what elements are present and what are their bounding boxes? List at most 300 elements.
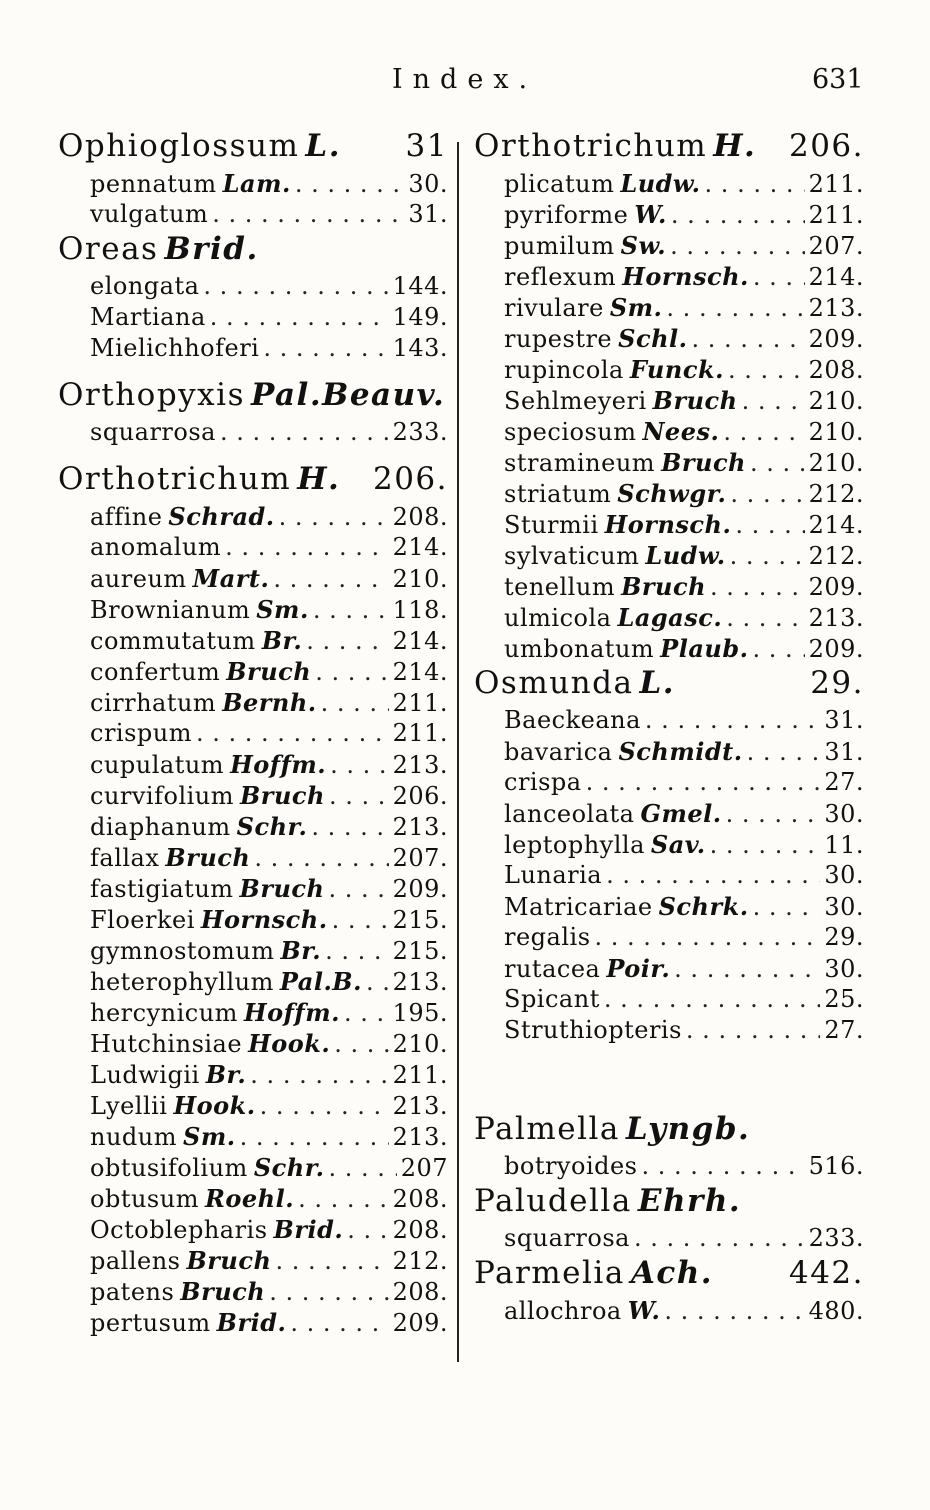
entry-author: Schrad.: [168, 502, 275, 531]
species-entry: [58, 719, 448, 750]
species-entry: [58, 1029, 448, 1060]
entry-page: 209.: [808, 573, 864, 601]
entry-author: Ach.: [630, 1255, 714, 1291]
species-entry: [474, 510, 864, 541]
entry-author: Ludw.: [645, 541, 726, 570]
species-entry: [58, 812, 448, 843]
species-entry: [58, 874, 448, 905]
entry-name: crispum: [90, 719, 192, 747]
entry-page: 214.: [392, 627, 448, 655]
species-entry: [474, 572, 864, 603]
entry-page: 30.: [408, 170, 448, 198]
entry-name: squarrosa: [504, 1224, 630, 1252]
entry-author: Lyngb.: [625, 1111, 751, 1147]
entry-name: Parmelia: [474, 1255, 625, 1291]
entry-page: 29.: [824, 923, 864, 951]
entry-name: pennatum: [90, 170, 217, 198]
dot-leader: [750, 449, 805, 477]
entry-page: 207.: [392, 844, 448, 872]
dot-leader: [250, 1061, 388, 1089]
entry-author: Brid.: [273, 1215, 344, 1244]
genus-entry: [474, 1111, 864, 1152]
entry-author: Bruch: [239, 874, 325, 903]
genus-entry: [58, 231, 448, 272]
dot-leader: [275, 1247, 388, 1275]
entry-name: Palmella: [474, 1111, 620, 1147]
dot-leader: [634, 1224, 805, 1252]
dot-leader: [723, 418, 804, 446]
entry-name: pertusum: [90, 1309, 211, 1337]
species-entry: [474, 293, 864, 324]
dot-leader: [332, 906, 389, 934]
entry-page: 30.: [824, 955, 864, 983]
entry-page: 442.: [788, 1255, 864, 1291]
entry-page: 144.: [392, 272, 448, 300]
entry-page: 27.: [824, 1016, 864, 1044]
species-entry: [58, 169, 448, 200]
species-entry: [474, 954, 864, 985]
entry-page: 208.: [392, 1185, 448, 1213]
entry-page: 213.: [392, 968, 448, 996]
entry-page: 214.: [808, 511, 864, 539]
dot-leader: [642, 1152, 805, 1180]
entry-author: Mart.: [192, 564, 270, 593]
entry-page: 210.: [808, 387, 864, 415]
entry-name: Sehlmeyeri: [504, 387, 647, 415]
species-entry: [474, 861, 864, 892]
spacer: [58, 365, 448, 377]
entry-page: 143.: [392, 334, 448, 362]
species-entry: [58, 303, 448, 334]
entry-name: lanceolata: [504, 800, 635, 828]
entry-page: 233.: [808, 1224, 864, 1252]
species-entry: [58, 936, 448, 967]
dot-leader: [595, 923, 821, 951]
entry-page: 214.: [392, 658, 448, 686]
species-entry: [58, 1153, 448, 1184]
entry-name: plicatum: [504, 170, 615, 198]
dot-leader: [279, 503, 389, 531]
entry-page: 206.: [788, 128, 864, 164]
dot-leader: [330, 751, 388, 779]
species-entry: [58, 1308, 448, 1339]
entry-name: reflexum: [504, 263, 617, 291]
dot-leader: [269, 1278, 388, 1306]
entry-author: Bruch: [186, 1246, 272, 1275]
entry-page: 31.: [408, 200, 448, 228]
dot-leader: [347, 1216, 388, 1244]
entry-author: Poir.: [606, 954, 671, 983]
entry-page: 195.: [392, 999, 448, 1027]
entry-name: Octoblepharis: [90, 1216, 268, 1244]
entry-page: 211.: [392, 719, 448, 747]
dot-leader: [692, 325, 805, 353]
entry-page: 213.: [808, 604, 864, 632]
dot-leader: [298, 1185, 388, 1213]
species-entry: [58, 1184, 448, 1215]
genus-entry: [474, 1183, 864, 1224]
entry-author: Pal.B.: [279, 967, 362, 996]
entry-page: 212.: [808, 480, 864, 508]
dot-leader: [344, 999, 389, 1027]
entry-page: 215.: [392, 906, 448, 934]
genus-entry: [474, 665, 864, 706]
dot-leader: [315, 658, 388, 686]
entry-name: Hutchinsiae: [90, 1030, 243, 1058]
entry-name: Lunaria: [504, 861, 603, 889]
entry-page: 25.: [824, 985, 864, 1013]
dot-leader: [710, 831, 821, 859]
dot-leader: [321, 689, 389, 717]
entry-author: W.: [634, 200, 667, 229]
entry-name: leptophylla: [504, 831, 645, 859]
entry-author: L.: [305, 128, 341, 164]
entry-author: Sm.: [256, 595, 309, 624]
species-entry: [474, 324, 864, 355]
entry-page: 149.: [392, 303, 448, 331]
species-entry: [474, 1152, 864, 1183]
entry-page: 211.: [392, 1061, 448, 1089]
entry-name: crispa: [504, 768, 582, 796]
entry-name: obtusifolium: [90, 1154, 248, 1182]
species-entry: [58, 502, 448, 533]
species-entry: [474, 603, 864, 634]
species-entry: [474, 417, 864, 448]
entry-author: Bruch: [226, 657, 312, 686]
species-entry: [58, 1091, 448, 1122]
species-entry: [474, 448, 864, 479]
entry-author: Bruch: [621, 572, 707, 601]
dot-leader: [666, 294, 804, 322]
entry-page: 210.: [392, 1030, 448, 1058]
entry-name: vulgatum: [90, 200, 209, 228]
dot-leader: [196, 719, 389, 747]
entry-author: Plaub.: [660, 634, 749, 663]
entry-name: allochroa: [504, 1297, 622, 1325]
entry-name: affine: [90, 503, 163, 531]
entry-name: obtusum: [90, 1185, 199, 1213]
entry-page: 31.: [824, 706, 864, 734]
entry-page: 31: [405, 128, 448, 164]
entry-page: 30.: [824, 893, 864, 921]
species-entry: [474, 386, 864, 417]
genus-entry: [474, 1255, 864, 1296]
entry-author: Nees.: [642, 417, 720, 446]
entry-name: confertum: [90, 658, 221, 686]
entry-name: bavarica: [504, 738, 613, 766]
entry-author: Sav.: [650, 830, 706, 859]
entry-page: 27.: [824, 768, 864, 796]
entry-author: Sm.: [183, 1122, 236, 1151]
entry-author: H.: [297, 461, 341, 497]
entry-author: Hornsch.: [622, 262, 749, 291]
page-title: Index.: [392, 64, 538, 95]
entry-page: 30.: [824, 861, 864, 889]
species-entry: [58, 626, 448, 657]
dot-leader: [710, 573, 805, 601]
entry-name: gymnostomum: [90, 937, 275, 965]
species-entry: [474, 737, 864, 768]
entry-name: Sturmii: [504, 511, 599, 539]
entry-name: hercynicum: [90, 999, 238, 1027]
entry-name: Spicant: [504, 985, 600, 1013]
dot-leader: [212, 200, 404, 228]
entry-author: Bruch: [652, 386, 738, 415]
index-column-left: [58, 128, 448, 1339]
species-entry: [474, 830, 864, 861]
species-entry: [58, 967, 448, 998]
dot-leader: [329, 1154, 397, 1182]
entry-author: Bruch: [180, 1277, 266, 1306]
dot-leader: [753, 893, 821, 921]
entry-name: Orthotrichum: [58, 461, 292, 497]
entry-name: Matricariae: [504, 893, 653, 921]
species-entry: [474, 1016, 864, 1047]
dot-leader: [606, 861, 820, 889]
species-entry: [474, 1224, 864, 1255]
entry-name: Ludwigii: [90, 1061, 200, 1089]
dot-leader: [366, 968, 389, 996]
entry-author: Br.: [205, 1060, 247, 1089]
species-entry: [474, 231, 864, 262]
genus-entry: [58, 461, 448, 502]
entry-author: Sw.: [620, 231, 667, 260]
entry-author: Schl.: [618, 324, 688, 353]
entry-name: curvifolium: [90, 782, 235, 810]
entry-name: stramineum: [504, 449, 656, 477]
entry-page: 211.: [808, 201, 864, 229]
entry-page: 212.: [392, 1247, 448, 1275]
dot-leader: [726, 800, 821, 828]
entry-name: commutatum: [90, 627, 256, 655]
dot-leader: [586, 768, 821, 796]
species-entry: [58, 750, 448, 781]
entry-name: Lyellii: [90, 1092, 168, 1120]
entry-page: 214.: [392, 533, 448, 561]
entry-name: cupulatum: [90, 751, 225, 779]
entry-author: Br.: [261, 626, 303, 655]
entry-name: speciosum: [504, 418, 637, 446]
entry-author: Ludw.: [620, 169, 701, 198]
entry-name: rutacea: [504, 955, 601, 983]
entry-page: 208.: [392, 1216, 448, 1244]
entry-name: diaphanum: [90, 813, 231, 841]
entry-author: Brid.: [216, 1308, 287, 1337]
entry-page: 208.: [392, 1278, 448, 1306]
column-divider: [457, 142, 459, 1362]
species-entry: [58, 334, 448, 365]
entry-author: Schr.: [236, 812, 308, 841]
dot-leader: [240, 1123, 389, 1151]
dot-leader: [295, 170, 404, 198]
species-entry: [58, 595, 448, 626]
species-entry: [474, 1296, 864, 1327]
entry-page: 11.: [824, 831, 864, 859]
entry-page: 213.: [392, 751, 448, 779]
entry-author: Pal.Beauv.: [250, 377, 446, 413]
entry-name: Brownianum: [90, 596, 251, 624]
entry-name: fastigiatum: [90, 875, 234, 903]
entry-page: 211.: [392, 689, 448, 717]
dot-leader: [645, 706, 820, 734]
dot-leader: [670, 232, 804, 260]
species-entry: [58, 1215, 448, 1246]
entry-name: botryoides: [504, 1152, 638, 1180]
entry-name: sylvaticum: [504, 542, 640, 570]
entry-name: tenellum: [504, 573, 616, 601]
species-entry: [58, 781, 448, 812]
dot-leader: [260, 1092, 389, 1120]
entry-name: nudum: [90, 1123, 177, 1151]
genus-entry: [58, 128, 448, 169]
entry-author: Schrk.: [658, 892, 749, 921]
dot-leader: [254, 844, 388, 872]
entry-author: Br.: [280, 936, 322, 965]
entry-name: Orthopyxis: [58, 377, 245, 413]
species-entry: [58, 843, 448, 874]
entry-name: rivulare: [504, 294, 604, 322]
species-entry: [474, 892, 864, 923]
entry-name: rupincola: [504, 356, 624, 384]
species-entry: [58, 1060, 448, 1091]
entry-page: 209.: [808, 325, 864, 353]
dot-leader: [329, 782, 389, 810]
dot-leader: [747, 738, 821, 766]
entry-author: Funck.: [629, 355, 724, 384]
dot-leader: [210, 303, 389, 331]
entry-name: Oreas: [58, 231, 159, 267]
dot-leader: [273, 565, 388, 593]
species-entry: [58, 998, 448, 1029]
entry-page: 30.: [824, 800, 864, 828]
species-entry: [58, 905, 448, 936]
species-entry: [58, 1277, 448, 1308]
dot-leader: [311, 813, 388, 841]
entry-page: 212.: [808, 542, 864, 570]
entry-page: 211.: [808, 170, 864, 198]
entry-author: Schmidt.: [618, 737, 743, 766]
entry-page: 118.: [392, 596, 448, 624]
entry-name: Struthiopteris: [504, 1016, 682, 1044]
entry-page: 206.: [392, 782, 448, 810]
entry-name: Martiana: [90, 303, 206, 331]
spacer: [58, 449, 448, 461]
entry-page: 208.: [392, 503, 448, 531]
entry-author: Hoffm.: [243, 998, 341, 1027]
dot-leader: [225, 533, 388, 561]
dot-leader: [220, 418, 389, 446]
entry-name: Orthotrichum: [474, 128, 708, 164]
dot-leader: [671, 201, 805, 229]
entry-page: 209.: [392, 1309, 448, 1337]
entry-author: Hook.: [173, 1091, 256, 1120]
entry-page: 210.: [808, 449, 864, 477]
species-entry: [58, 200, 448, 231]
species-entry: [58, 1246, 448, 1277]
dot-leader: [674, 955, 820, 983]
entry-name: pallens: [90, 1247, 181, 1275]
entry-author: Bruch: [661, 448, 747, 477]
entry-name: patens: [90, 1278, 175, 1306]
species-entry: [474, 541, 864, 572]
dot-leader: [325, 937, 389, 965]
entry-page: 213.: [392, 813, 448, 841]
species-entry: [474, 706, 864, 737]
page-number: 631: [812, 64, 864, 95]
entry-author: Hornsch.: [604, 510, 732, 539]
species-entry: [58, 688, 448, 719]
dot-leader: [203, 272, 388, 300]
entry-name: cirrhatum: [90, 689, 217, 717]
entry-name: Paludella: [474, 1183, 632, 1219]
entry-page: 516.: [808, 1152, 864, 1180]
page-header: [0, 64, 930, 108]
entry-name: Baeckeana: [504, 706, 641, 734]
entry-name: striatum: [504, 480, 612, 508]
species-entry: [58, 564, 448, 595]
entry-author: Lam.: [222, 169, 291, 198]
index-column-right: [474, 128, 864, 1327]
entry-name: ulmicola: [504, 604, 612, 632]
entry-page: 214.: [808, 263, 864, 291]
entry-name: squarrosa: [90, 418, 216, 446]
dot-leader: [290, 1309, 388, 1337]
entry-author: Lagasc.: [617, 603, 723, 632]
entry-page: 210.: [808, 418, 864, 446]
entry-name: Ophioglossum: [58, 128, 300, 164]
dot-leader: [334, 1030, 388, 1058]
entry-page: 207: [400, 1154, 448, 1182]
entry-page: 207.: [808, 232, 864, 260]
species-entry: [474, 262, 864, 293]
dot-leader: [726, 604, 804, 632]
entry-page: 210.: [392, 565, 448, 593]
dot-leader: [313, 596, 389, 624]
entry-name: elongata: [90, 272, 200, 300]
entry-name: umbonatum: [504, 635, 655, 663]
entry-author: W.: [627, 1296, 661, 1325]
entry-name: Floerkei: [90, 906, 195, 934]
entry-name: anomalum: [90, 533, 222, 561]
entry-author: Schr.: [253, 1153, 325, 1182]
dot-leader: [730, 542, 805, 570]
species-entry: [474, 768, 864, 799]
dot-leader: [752, 635, 804, 663]
entry-name: pyriforme: [504, 201, 629, 229]
species-entry: [474, 355, 864, 386]
entry-name: pumilum: [504, 232, 615, 260]
entry-name: Osmunda: [474, 665, 634, 701]
entry-name: rupestre: [504, 325, 613, 353]
entry-author: L.: [639, 665, 676, 701]
entry-author: Brid.: [164, 231, 259, 267]
species-entry: [58, 1122, 448, 1153]
entry-author: Roehl.: [204, 1184, 295, 1213]
entry-page: 206.: [372, 461, 448, 497]
species-entry: [474, 923, 864, 954]
entry-name: fallax: [90, 844, 160, 872]
entry-author: Hook.: [248, 1029, 331, 1058]
entry-page: 31.: [824, 738, 864, 766]
entry-author: Sm.: [609, 293, 663, 322]
dot-leader: [604, 985, 820, 1013]
species-entry: [474, 169, 864, 200]
entry-name: regalis: [504, 923, 591, 951]
dot-leader: [728, 356, 805, 384]
entry-author: Hoffm.: [230, 750, 327, 779]
species-entry: [474, 634, 864, 665]
dot-leader: [742, 387, 805, 415]
